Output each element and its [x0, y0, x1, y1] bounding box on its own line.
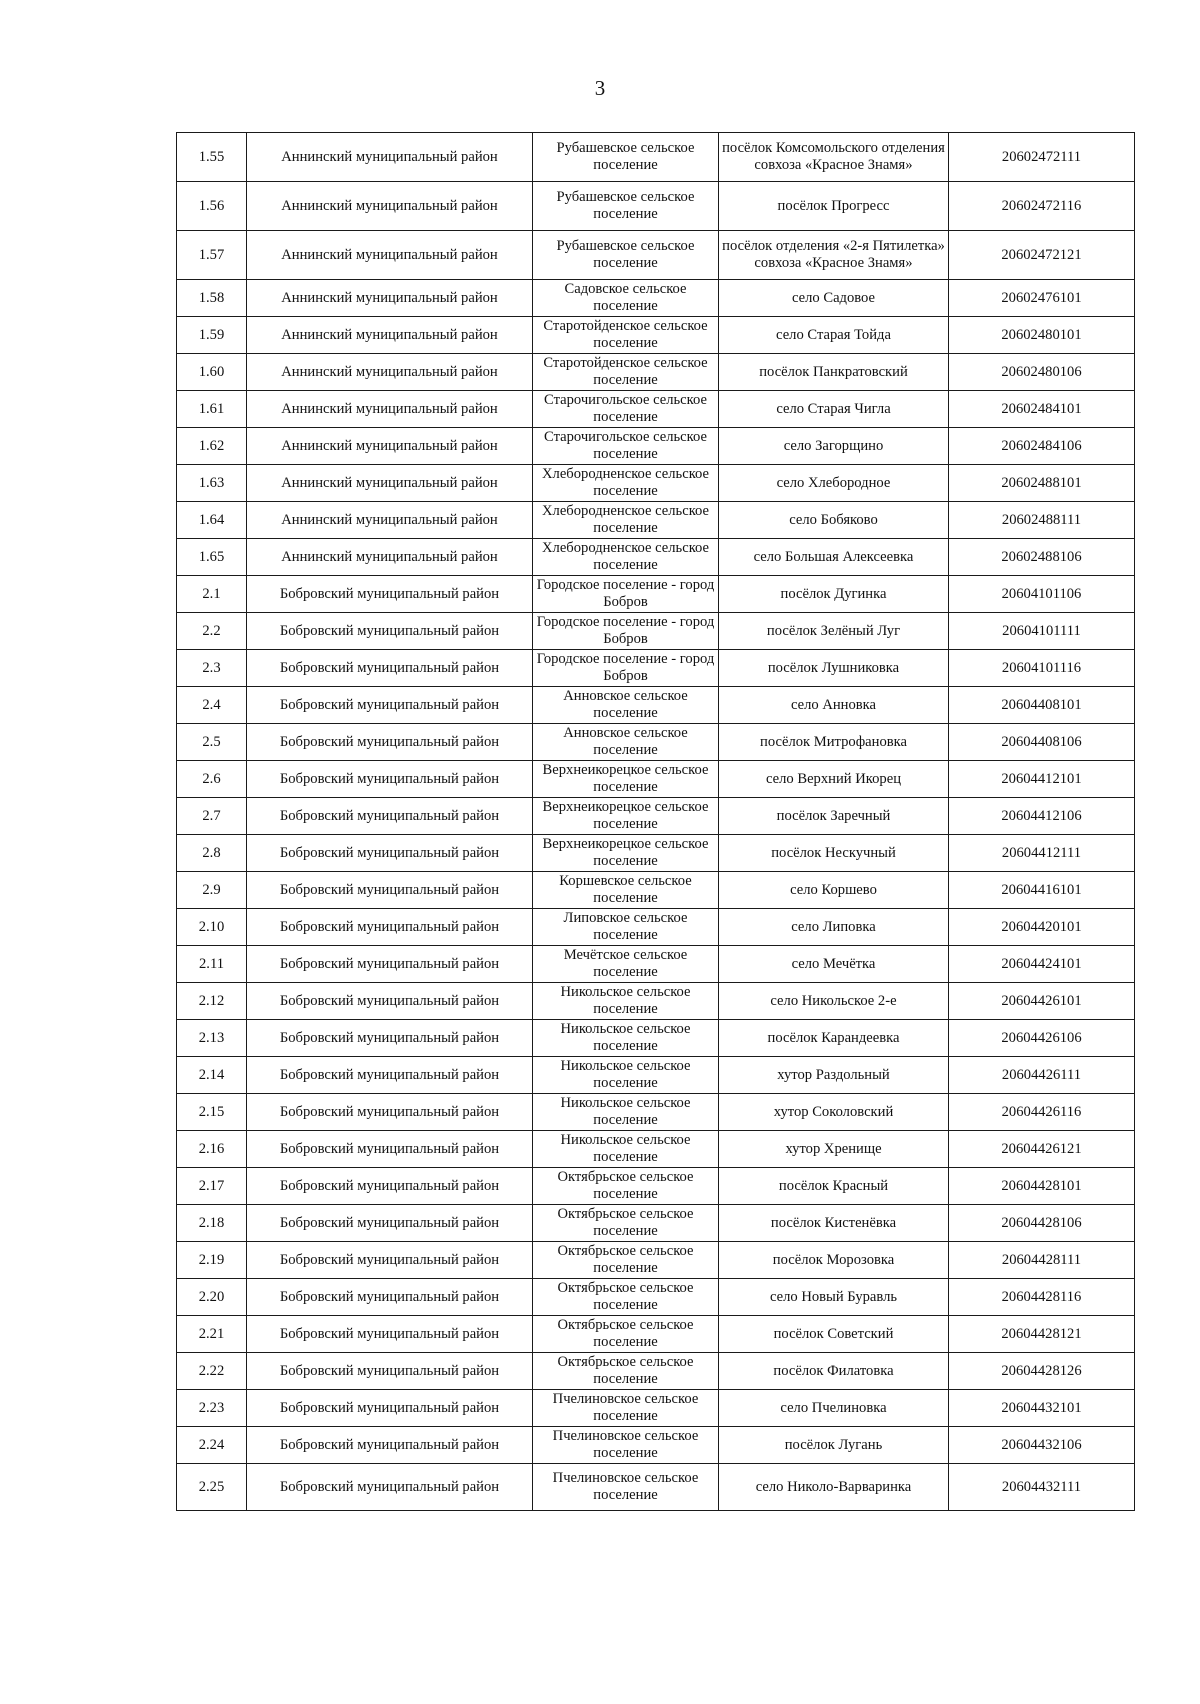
table-row	[177, 724, 1135, 761]
settlement-cell: Хлебородненское сельское поселение	[533, 502, 719, 539]
settlement-cell: Октябрьское сельское поселение	[533, 1316, 719, 1353]
table-row	[177, 1279, 1135, 1316]
district-cell: Аннинский муниципальный район	[247, 280, 533, 317]
code-cell: 20604428126	[949, 1353, 1135, 1390]
code-cell: 20604412111	[949, 835, 1135, 872]
locality-cell: село Старая Тойда	[719, 317, 949, 354]
table-row	[177, 280, 1135, 317]
locality-cell: посёлок Карандеевка	[719, 1020, 949, 1057]
code-cell: 20604101116	[949, 650, 1135, 687]
row-number: 2.1	[177, 576, 247, 613]
code-cell: 20604428121	[949, 1316, 1135, 1353]
code-cell: 20604432106	[949, 1427, 1135, 1464]
settlement-cell: Коршевское сельское поселение	[533, 872, 719, 909]
settlement-cell: Верхнеикорецкое сельское поселение	[533, 761, 719, 798]
locality-cell: село Загорщино	[719, 428, 949, 465]
settlement-cell: Городское поселение - город Бобров	[533, 613, 719, 650]
district-cell: Бобровский муниципальный район	[247, 798, 533, 835]
table-row	[177, 1427, 1135, 1464]
code-cell: 20602472111	[949, 133, 1135, 182]
row-number: 2.21	[177, 1316, 247, 1353]
settlement-cell: Старочигольское сельское поселение	[533, 428, 719, 465]
district-cell: Бобровский муниципальный район	[247, 650, 533, 687]
code-cell: 20604101106	[949, 576, 1135, 613]
code-cell: 20604426111	[949, 1057, 1135, 1094]
row-number: 2.13	[177, 1020, 247, 1057]
settlement-cell: Старотойденское сельское поселение	[533, 354, 719, 391]
code-cell: 20604426116	[949, 1094, 1135, 1131]
locality-cell: село Николо-Варваринка	[719, 1464, 949, 1511]
table-row	[177, 1057, 1135, 1094]
row-number: 1.58	[177, 280, 247, 317]
code-cell: 20604426101	[949, 983, 1135, 1020]
row-number: 1.63	[177, 465, 247, 502]
code-cell: 20604432111	[949, 1464, 1135, 1511]
settlement-cell: Пчелиновское сельское поселение	[533, 1464, 719, 1511]
row-number: 1.56	[177, 182, 247, 231]
locality-cell: село Новый Буравль	[719, 1279, 949, 1316]
district-cell: Бобровский муниципальный район	[247, 1094, 533, 1131]
table-row	[177, 1242, 1135, 1279]
row-number: 1.55	[177, 133, 247, 182]
district-cell: Бобровский муниципальный район	[247, 1205, 533, 1242]
code-cell: 20604412106	[949, 798, 1135, 835]
table-row	[177, 613, 1135, 650]
district-cell: Бобровский муниципальный район	[247, 1390, 533, 1427]
table-row	[177, 182, 1135, 231]
table-row	[177, 650, 1135, 687]
code-cell: 20604408101	[949, 687, 1135, 724]
locality-cell: село Анновка	[719, 687, 949, 724]
settlement-cell: Рубашевское сельское поселение	[533, 182, 719, 231]
district-cell: Бобровский муниципальный район	[247, 1131, 533, 1168]
locality-cell: посёлок отделения «2-я Пятилетка» совхоза «Красное Знамя»	[719, 231, 949, 280]
district-cell: Бобровский муниципальный район	[247, 761, 533, 798]
locality-cell: село Мечётка	[719, 946, 949, 983]
locality-cell: посёлок Дугинка	[719, 576, 949, 613]
district-cell: Бобровский муниципальный район	[247, 576, 533, 613]
settlement-cell: Пчелиновское сельское поселение	[533, 1427, 719, 1464]
district-cell: Бобровский муниципальный район	[247, 1464, 533, 1511]
table-row	[177, 1094, 1135, 1131]
code-cell: 20604428116	[949, 1279, 1135, 1316]
code-cell: 20604426121	[949, 1131, 1135, 1168]
row-number: 1.61	[177, 391, 247, 428]
district-cell: Аннинский муниципальный район	[247, 465, 533, 502]
settlement-cell: Садовское сельское поселение	[533, 280, 719, 317]
table-row	[177, 872, 1135, 909]
row-number: 2.23	[177, 1390, 247, 1427]
district-cell: Бобровский муниципальный район	[247, 1057, 533, 1094]
page-number: 3	[594, 76, 606, 100]
table-row	[177, 1464, 1135, 1511]
code-cell: 20602480101	[949, 317, 1135, 354]
row-number: 2.17	[177, 1168, 247, 1205]
locality-cell: село Садовое	[719, 280, 949, 317]
settlement-cell: Пчелиновское сельское поселение	[533, 1390, 719, 1427]
district-cell: Бобровский муниципальный район	[247, 613, 533, 650]
table-row	[177, 835, 1135, 872]
locality-cell: посёлок Зелёный Луг	[719, 613, 949, 650]
code-cell: 20602484106	[949, 428, 1135, 465]
table-row	[177, 687, 1135, 724]
settlement-cell: Городское поселение - город Бобров	[533, 650, 719, 687]
locality-registry-table	[176, 132, 1135, 1511]
district-cell: Бобровский муниципальный район	[247, 983, 533, 1020]
row-number: 1.62	[177, 428, 247, 465]
table-row	[177, 133, 1135, 182]
row-number: 1.65	[177, 539, 247, 576]
table-row	[177, 909, 1135, 946]
code-cell: 20602476101	[949, 280, 1135, 317]
locality-cell: посёлок Прогресс	[719, 182, 949, 231]
table-row	[177, 761, 1135, 798]
row-number: 2.5	[177, 724, 247, 761]
district-cell: Бобровский муниципальный район	[247, 1353, 533, 1390]
district-cell: Аннинский муниципальный район	[247, 317, 533, 354]
locality-cell: посёлок Митрофановка	[719, 724, 949, 761]
settlement-cell: Октябрьское сельское поселение	[533, 1353, 719, 1390]
table-row	[177, 1131, 1135, 1168]
locality-cell: село Бобяково	[719, 502, 949, 539]
table-row	[177, 539, 1135, 576]
district-cell: Бобровский муниципальный район	[247, 835, 533, 872]
code-cell: 20602472121	[949, 231, 1135, 280]
locality-cell: посёлок Советский	[719, 1316, 949, 1353]
row-number: 2.9	[177, 872, 247, 909]
district-cell: Аннинский муниципальный район	[247, 231, 533, 280]
code-cell: 20604424101	[949, 946, 1135, 983]
row-number: 2.24	[177, 1427, 247, 1464]
table-row	[177, 465, 1135, 502]
locality-cell: посёлок Лушниковка	[719, 650, 949, 687]
locality-cell: хутор Хренище	[719, 1131, 949, 1168]
code-cell: 20602484101	[949, 391, 1135, 428]
row-number: 2.14	[177, 1057, 247, 1094]
table-row	[177, 391, 1135, 428]
table-row	[177, 1020, 1135, 1057]
district-cell: Бобровский муниципальный район	[247, 1168, 533, 1205]
district-cell: Аннинский муниципальный район	[247, 182, 533, 231]
locality-cell: село Верхний Икорец	[719, 761, 949, 798]
settlement-cell: Никольское сельское поселение	[533, 983, 719, 1020]
row-number: 1.57	[177, 231, 247, 280]
row-number: 1.59	[177, 317, 247, 354]
row-number: 2.16	[177, 1131, 247, 1168]
locality-cell: посёлок Нескучный	[719, 835, 949, 872]
settlement-cell: Верхнеикорецкое сельское поселение	[533, 835, 719, 872]
code-cell: 20604426106	[949, 1020, 1135, 1057]
table-row	[177, 354, 1135, 391]
locality-cell: хутор Раздольный	[719, 1057, 949, 1094]
table-row	[177, 1205, 1135, 1242]
locality-cell: посёлок Панкратовский	[719, 354, 949, 391]
settlement-cell: Анновское сельское поселение	[533, 724, 719, 761]
row-number: 1.64	[177, 502, 247, 539]
table-body	[177, 133, 1135, 1511]
locality-cell: посёлок Кистенёвка	[719, 1205, 949, 1242]
table-row	[177, 502, 1135, 539]
settlement-cell: Хлебородненское сельское поселение	[533, 465, 719, 502]
code-cell: 20602480106	[949, 354, 1135, 391]
settlement-cell: Никольское сельское поселение	[533, 1020, 719, 1057]
district-cell: Бобровский муниципальный район	[247, 872, 533, 909]
row-number: 2.25	[177, 1464, 247, 1511]
code-cell: 20602488101	[949, 465, 1135, 502]
district-cell: Аннинский муниципальный район	[247, 354, 533, 391]
row-number: 2.11	[177, 946, 247, 983]
district-cell: Бобровский муниципальный район	[247, 687, 533, 724]
locality-cell: посёлок Морозовка	[719, 1242, 949, 1279]
settlement-cell: Октябрьское сельское поселение	[533, 1205, 719, 1242]
table-row	[177, 983, 1135, 1020]
locality-cell: село Никольское 2-е	[719, 983, 949, 1020]
locality-cell: посёлок Заречный	[719, 798, 949, 835]
district-cell: Аннинский муниципальный район	[247, 391, 533, 428]
settlement-cell: Октябрьское сельское поселение	[533, 1279, 719, 1316]
district-cell: Бобровский муниципальный район	[247, 946, 533, 983]
code-cell: 20604101111	[949, 613, 1135, 650]
district-cell: Бобровский муниципальный район	[247, 1279, 533, 1316]
code-cell: 20604416101	[949, 872, 1135, 909]
settlement-cell: Верхнеикорецкое сельское поселение	[533, 798, 719, 835]
locality-cell: посёлок Комсомольского отделения совхоза «Красное Знамя»	[719, 133, 949, 182]
row-number: 2.7	[177, 798, 247, 835]
table-row	[177, 946, 1135, 983]
district-cell: Аннинский муниципальный район	[247, 133, 533, 182]
district-cell: Бобровский муниципальный район	[247, 1427, 533, 1464]
settlement-cell: Старотойденское сельское поселение	[533, 317, 719, 354]
row-number: 2.10	[177, 909, 247, 946]
settlement-cell: Никольское сельское поселение	[533, 1094, 719, 1131]
code-cell: 20604432101	[949, 1390, 1135, 1427]
code-cell: 20602488111	[949, 502, 1135, 539]
district-cell: Бобровский муниципальный район	[247, 1316, 533, 1353]
code-cell: 20604408106	[949, 724, 1135, 761]
table-row	[177, 231, 1135, 280]
district-cell: Бобровский муниципальный район	[247, 724, 533, 761]
locality-cell: село Хлебородное	[719, 465, 949, 502]
code-cell: 20604428106	[949, 1205, 1135, 1242]
settlement-cell: Городское поселение - город Бобров	[533, 576, 719, 613]
settlement-cell: Никольское сельское поселение	[533, 1131, 719, 1168]
row-number: 2.18	[177, 1205, 247, 1242]
code-cell: 20604428111	[949, 1242, 1135, 1279]
district-cell: Бобровский муниципальный район	[247, 1020, 533, 1057]
table-row	[177, 317, 1135, 354]
settlement-cell: Рубашевское сельское поселение	[533, 231, 719, 280]
settlement-cell: Никольское сельское поселение	[533, 1057, 719, 1094]
locality-cell: посёлок Лугань	[719, 1427, 949, 1464]
district-cell: Бобровский муниципальный район	[247, 909, 533, 946]
locality-cell: село Большая Алексеевка	[719, 539, 949, 576]
settlement-cell: Рубашевское сельское поселение	[533, 133, 719, 182]
code-cell: 20604412101	[949, 761, 1135, 798]
district-cell: Аннинский муниципальный район	[247, 502, 533, 539]
settlement-cell: Старочигольское сельское поселение	[533, 391, 719, 428]
row-number: 2.19	[177, 1242, 247, 1279]
row-number: 2.15	[177, 1094, 247, 1131]
row-number: 2.8	[177, 835, 247, 872]
locality-cell: посёлок Филатовка	[719, 1353, 949, 1390]
table-row	[177, 428, 1135, 465]
settlement-cell: Октябрьское сельское поселение	[533, 1168, 719, 1205]
settlement-cell: Анновское сельское поселение	[533, 687, 719, 724]
district-cell: Аннинский муниципальный район	[247, 428, 533, 465]
settlement-cell: Липовское сельское поселение	[533, 909, 719, 946]
locality-cell: село Пчелиновка	[719, 1390, 949, 1427]
row-number: 2.12	[177, 983, 247, 1020]
locality-cell: хутор Соколовский	[719, 1094, 949, 1131]
row-number: 2.3	[177, 650, 247, 687]
locality-cell: село Липовка	[719, 909, 949, 946]
locality-cell: село Коршево	[719, 872, 949, 909]
row-number: 1.60	[177, 354, 247, 391]
row-number: 2.2	[177, 613, 247, 650]
locality-cell: посёлок Красный	[719, 1168, 949, 1205]
table-row	[177, 1353, 1135, 1390]
row-number: 2.20	[177, 1279, 247, 1316]
table-row	[177, 798, 1135, 835]
district-cell: Аннинский муниципальный район	[247, 539, 533, 576]
code-cell: 20604420101	[949, 909, 1135, 946]
settlement-cell: Мечётское сельское поселение	[533, 946, 719, 983]
code-cell: 20602488106	[949, 539, 1135, 576]
row-number: 2.22	[177, 1353, 247, 1390]
district-cell: Бобровский муниципальный район	[247, 1242, 533, 1279]
code-cell: 20604428101	[949, 1168, 1135, 1205]
row-number: 2.4	[177, 687, 247, 724]
code-cell: 20602472116	[949, 182, 1135, 231]
table-row	[177, 576, 1135, 613]
settlement-cell: Хлебородненское сельское поселение	[533, 539, 719, 576]
settlement-cell: Октябрьское сельское поселение	[533, 1242, 719, 1279]
row-number: 2.6	[177, 761, 247, 798]
table-row	[177, 1390, 1135, 1427]
table-row	[177, 1316, 1135, 1353]
table-row	[177, 1168, 1135, 1205]
locality-cell: село Старая Чигла	[719, 391, 949, 428]
